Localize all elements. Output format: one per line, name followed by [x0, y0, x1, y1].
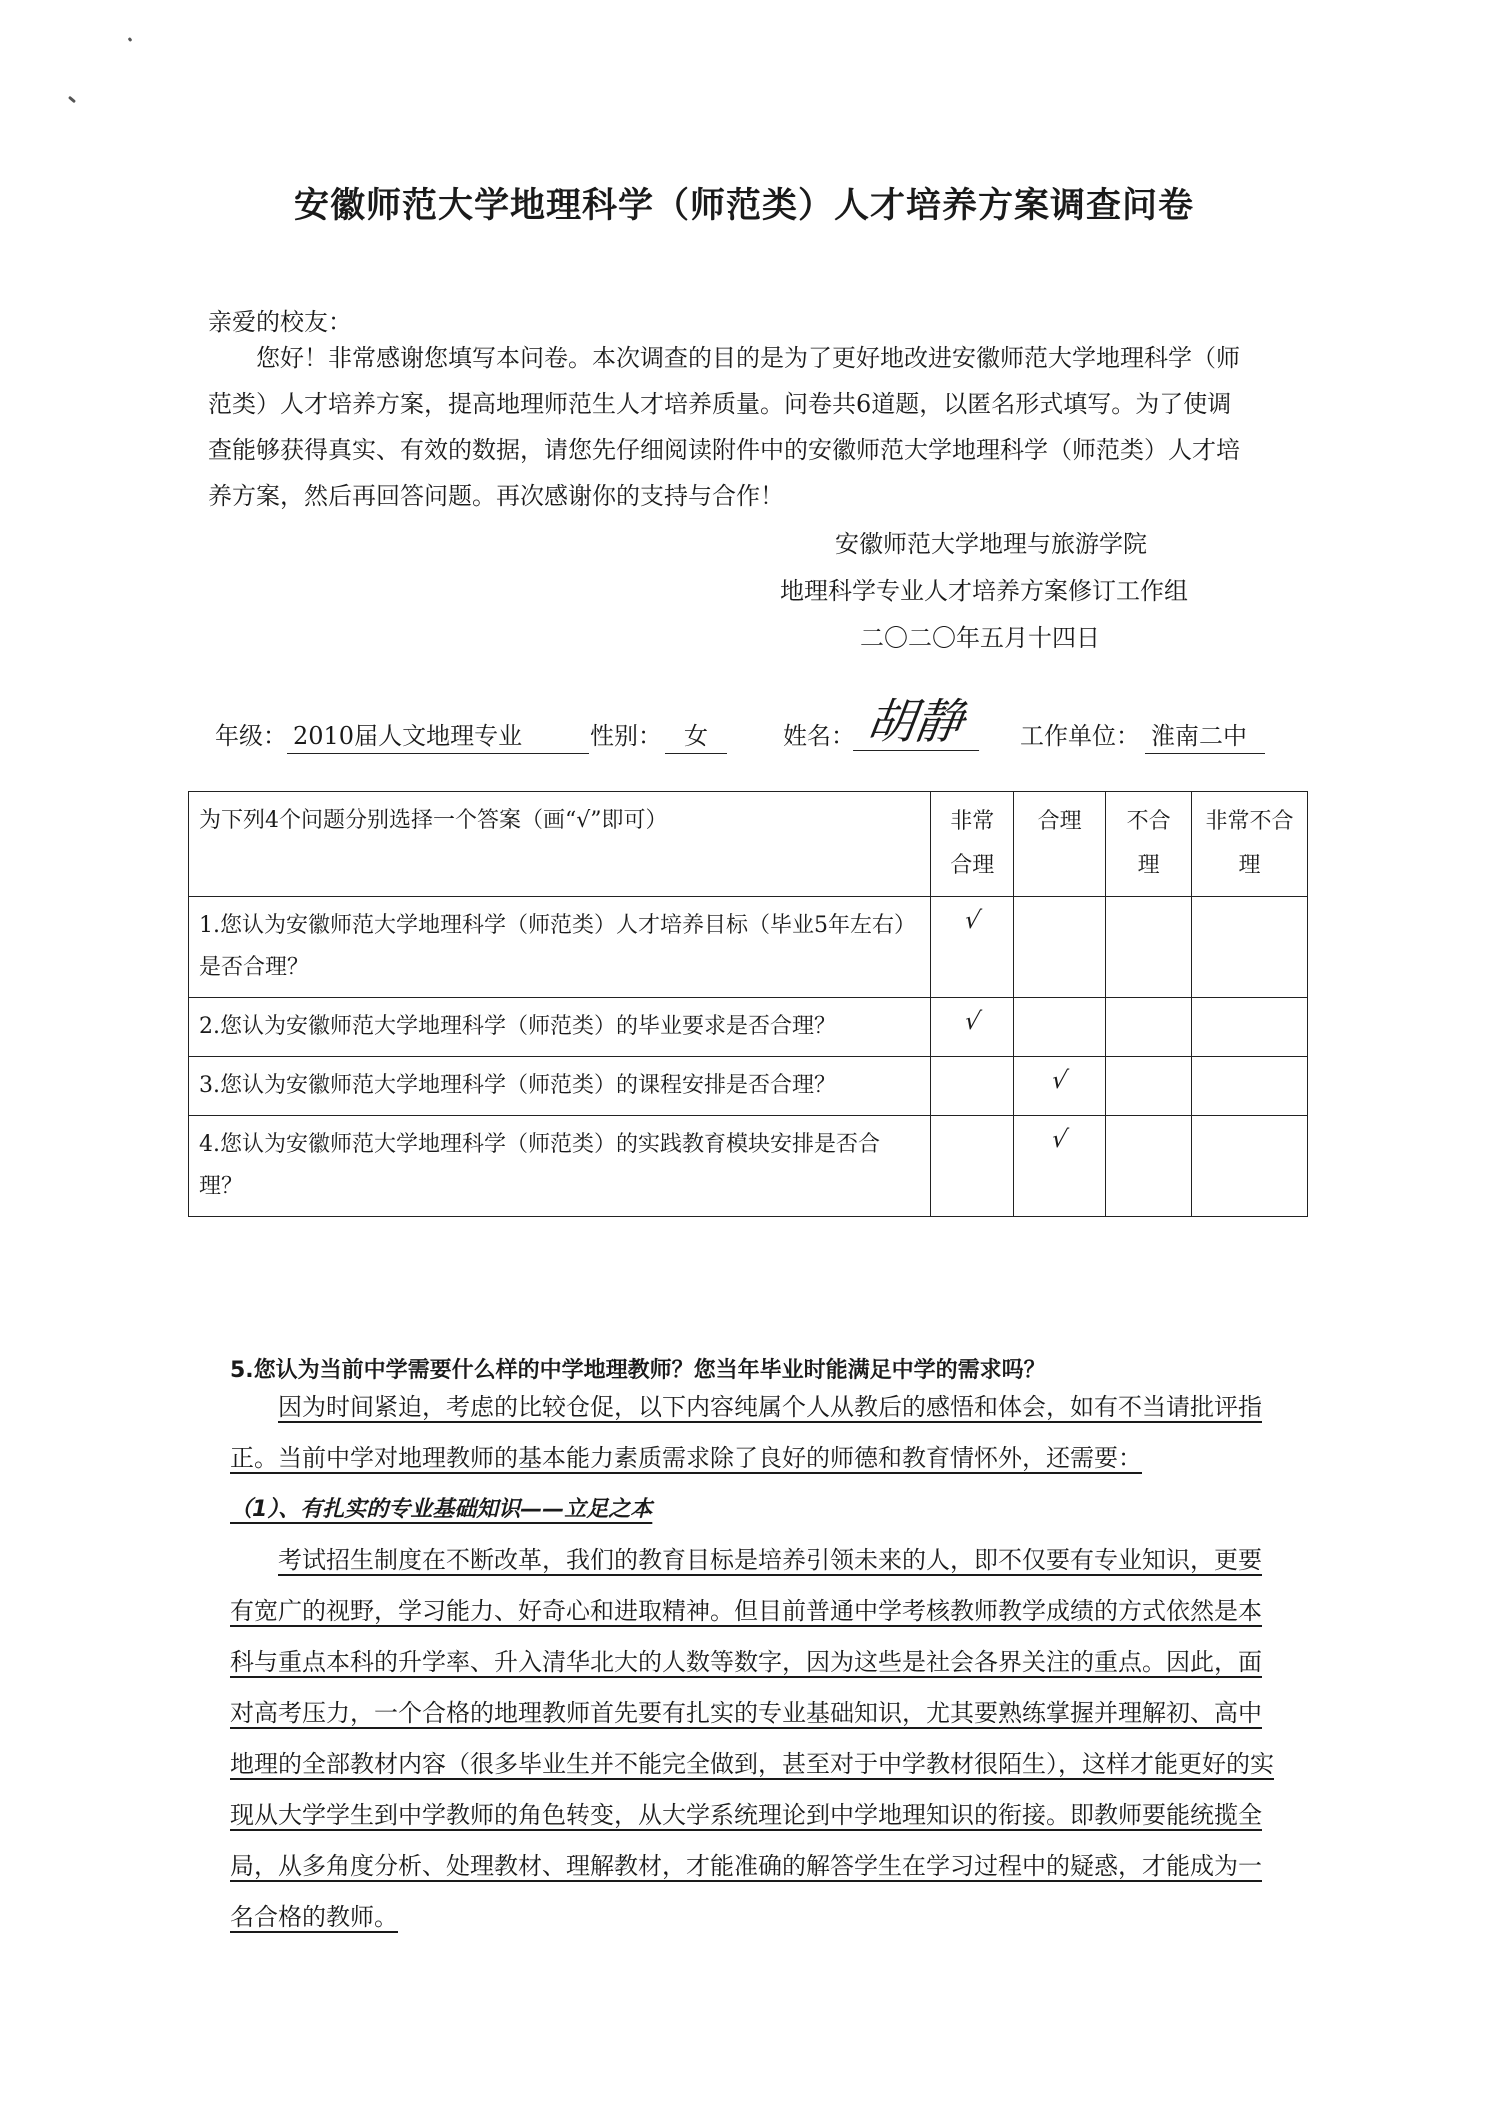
question-1: 1.您认为安徽师范大学地理科学（师范类）人才培养目标（毕业5年左右）是否合理？ [189, 897, 931, 998]
check-mark: √ [962, 906, 983, 934]
mark-cell[interactable] [1192, 1057, 1308, 1116]
workplace-label: 工作单位： [1020, 722, 1140, 750]
name-label: 姓名： [783, 722, 855, 750]
question-5-answer[interactable] [230, 1382, 1275, 1943]
answer-paragraph-body: 考试招生制度在不断改革，我们的教育目标是培养引领未来的人，即不仅要有专业知识，更要有宽广的视野，学习能力、好奇心和进取精神。但目前普通中学考核教师教学成绩的方式依然是本科与重点本科的升学率、升入清华北大的人数等数字，因为这些是社会各界关注的重点。因此，面对高考压力，一个合格的地理教师首先要有扎实的专业基础知识，尤其要熟练掌握并理解初、高中地理的全部教材内容（很多毕业生并不能完全做到，甚至对于中学教材很陌生），这样才能更好的实现从大学学生到中学教师的角色转变，从大学系统理论到中学地理知识的衔接。即教师要能统揽全局，从多角度分析、处理教材、理解教材，才能准确的解答学生在学习过程中的疑惑，才能成为一名合格的教师。 [230, 1546, 1274, 1931]
respondent-info [215, 694, 1275, 756]
signature-group: 地理科学专业人才培养方案修订工作组 [780, 577, 1188, 605]
scan-speck [68, 96, 76, 103]
mark-cell[interactable] [1192, 998, 1308, 1057]
table-row [189, 1116, 1308, 1217]
mark-cell[interactable] [1106, 897, 1192, 998]
mark-cell[interactable] [1192, 1116, 1308, 1217]
table-row [189, 897, 1308, 998]
table-row [189, 1057, 1308, 1116]
question-2: 2.您认为安徽师范大学地理科学（师范类）的毕业要求是否合理？ [189, 998, 931, 1057]
mark-cell[interactable] [1106, 1116, 1192, 1217]
name-signature[interactable]: 胡静 [853, 694, 987, 751]
option-very-unreasonable: 非常不合理 [1192, 792, 1308, 897]
mark-cell[interactable] [1106, 1057, 1192, 1116]
table-row [189, 998, 1308, 1057]
option-reasonable: 合理 [1014, 792, 1106, 897]
table-instruction: 为下列4个问题分别选择一个答案（画“√”即可） [189, 792, 931, 897]
table-header-row [189, 792, 1308, 897]
mark-cell[interactable] [1014, 1057, 1106, 1116]
mark-cell[interactable] [1106, 998, 1192, 1057]
answer-paragraph-intro: 因为时间紧迫，考虑的比较仓促，以下内容纯属个人从教后的感悟和体会，如有不当请批评指正。当前中学对地理教师的基本能力素质需求除了良好的师德和教育情怀外，还需要： [230, 1393, 1262, 1472]
mark-cell[interactable] [931, 897, 1014, 998]
intro-paragraph: 您好！非常感谢您填写本问卷。本次调查的目的是为了更好地改进安徽师范大学地理科学（师范类）人才培养方案，提高地理师范生人才培养质量。问卷共6道题，以匿名形式填写。为了使调查能够获得真实、有效的数据，请您先仔细阅读附件中的安徽师范大学地理科学（师范类）人才培养方案，然后再回答问题。再次感谢你的支持与合作！ [208, 344, 1240, 510]
check-mark: √ [962, 1007, 983, 1035]
signature-date: 二〇二〇年五月十四日 [860, 624, 1100, 652]
question-3: 3.您认为安徽师范大学地理科学（师范类）的课程安排是否合理？ [189, 1057, 931, 1116]
option-very-reasonable: 非常合理 [931, 792, 1014, 897]
gender-field[interactable]: 女 [665, 716, 727, 754]
mark-cell[interactable] [931, 1057, 1014, 1116]
gender-label: 性别： [590, 722, 662, 750]
check-mark: √ [1049, 1066, 1070, 1094]
grade-label: 年级： [215, 722, 287, 750]
mark-cell[interactable] [931, 1116, 1014, 1217]
mark-cell[interactable] [1192, 897, 1308, 998]
workplace-field[interactable]: 淮南二中 [1145, 716, 1265, 754]
page-title: 安徽师范大学地理科学（师范类）人才培养方案调查问卷 [293, 186, 1194, 226]
option-unreasonable: 不合理 [1106, 792, 1192, 897]
rating-table [188, 791, 1308, 1217]
mark-cell[interactable] [1014, 998, 1106, 1057]
question-5-heading: 5.您认为当前中学需要什么样的中学地理教师？您当年毕业时能满足中学的需求吗？ [230, 1358, 1046, 1383]
mark-cell[interactable] [931, 998, 1014, 1057]
grade-field[interactable]: 2010届人文地理专业 [287, 716, 589, 754]
scan-speck [128, 37, 133, 42]
mark-cell[interactable] [1014, 897, 1106, 998]
signature-org: 安徽师范大学地理与旅游学院 [835, 530, 1147, 558]
check-mark: √ [1049, 1125, 1070, 1153]
question-4: 4.您认为安徽师范大学地理科学（师范类）的实践教育模块安排是否合理？ [189, 1116, 931, 1217]
answer-subheading: （1）、有扎实的专业基础知识——立足之本 [230, 1497, 653, 1522]
mark-cell[interactable] [1014, 1116, 1106, 1217]
salutation: 亲爱的校友： [208, 308, 352, 336]
